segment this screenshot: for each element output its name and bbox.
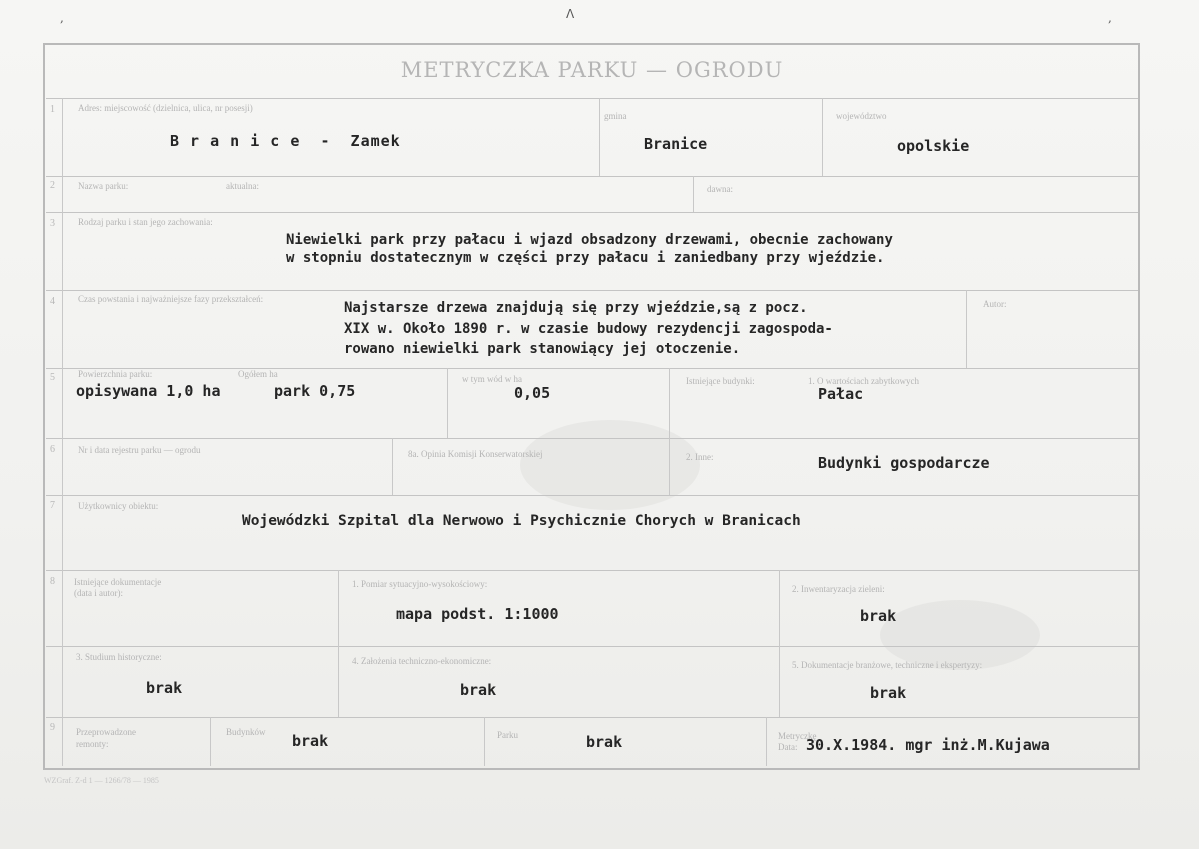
historical-study-value: brak xyxy=(146,679,183,697)
historic-buildings-value: Pałac xyxy=(818,385,864,403)
gmina-label: gmina xyxy=(604,111,627,121)
address-value: B r a n i c e - Zamek xyxy=(170,132,401,150)
historical-study-label: 3. Studium historyczne: xyxy=(76,652,162,662)
row-number: 4 xyxy=(50,296,55,307)
rule xyxy=(46,98,1138,99)
water-area-value: 0,05 xyxy=(514,384,551,402)
park-area-value: park 0,75 xyxy=(274,382,356,400)
survey-label: 1. Pomiar sytuacyjno-wysokościowy: xyxy=(352,579,488,589)
rule xyxy=(46,368,1138,369)
buildings-repairs-value: brak xyxy=(292,732,329,750)
rule xyxy=(966,290,967,368)
rule xyxy=(46,646,1138,647)
history-label: Czas powstania i najważniejsze fazy przekształceń: xyxy=(78,294,264,304)
rule xyxy=(46,495,1138,496)
documentation-label: Istniejące dokumentacje xyxy=(74,577,162,587)
park-type-line: w stopniu dostatecznym w części przy pałacu i zaniedbany przy wjeździe. xyxy=(286,250,885,266)
print-footer: WZGraf. Z-d 1 — 1266/78 — 1985 xyxy=(44,776,159,785)
current-name-label: aktualna: xyxy=(226,181,259,191)
described-area-value: opisywana 1,0 ha xyxy=(76,382,221,400)
row-number: 5 xyxy=(50,372,55,383)
rule xyxy=(484,717,485,766)
rule xyxy=(46,290,1138,291)
rule xyxy=(46,212,1138,213)
rule xyxy=(46,570,1138,571)
water-area-label: w tym wód w ha xyxy=(462,374,522,384)
existing-buildings-label: Istniejące budynki: xyxy=(686,376,755,386)
history-line: XIX w. Około 1890 r. w czasie budowy rezydencji zagospoda- xyxy=(344,321,833,337)
rule xyxy=(822,98,823,176)
rule xyxy=(46,438,1138,439)
inventory-value: brak xyxy=(860,607,897,625)
history-line: Najstarsze drzewa znajdują się przy wjeździe,są z pocz. xyxy=(344,300,808,316)
former-name-label: dawna: xyxy=(707,184,733,194)
repairs-label: Przeprowadzone xyxy=(76,727,136,737)
conservation-opinion-label: 8a. Opinia Komisji Konserwatorskiej xyxy=(408,449,543,459)
total-area-label: Ogółem ha xyxy=(238,369,278,379)
other-buildings-label: 2. Inne: xyxy=(686,452,714,462)
repairs-label: remonty: xyxy=(76,739,109,749)
rule xyxy=(779,570,780,717)
park-repairs-value: brak xyxy=(586,733,623,751)
branch-docs-label: 5. Dokumentacje branżowe, techniczne i ekspertyzy: xyxy=(792,660,983,670)
row-number: 6 xyxy=(50,444,55,455)
area-label: Powierzchnia parku: xyxy=(78,369,153,379)
rule xyxy=(693,176,694,212)
row-number: 2 xyxy=(50,180,55,191)
rule xyxy=(669,368,670,495)
tech-econ-label: 4. Założenia techniczno-ekonomiczne: xyxy=(352,656,492,666)
address-label: Adres: miejscowość (dzielnica, ulica, nr posesji) xyxy=(78,103,253,113)
history-line: rowano niewielki park stanowiący jej otoczenie. xyxy=(344,341,741,357)
date-label: Data: xyxy=(778,742,798,752)
rule xyxy=(392,438,393,495)
rule xyxy=(447,368,448,438)
survey-value: mapa podst. 1:1000 xyxy=(396,605,559,623)
tech-econ-value: brak xyxy=(460,681,497,699)
row-number: 3 xyxy=(50,218,55,229)
users-label: Użytkownicy obiektu: xyxy=(78,501,159,511)
users-value: Wojewódzki Szpital dla Nerwowo i Psychicznie Chorych w Branicach xyxy=(242,513,801,529)
punch-mark-icon: , xyxy=(1108,11,1112,25)
rule xyxy=(46,176,1138,177)
documentation-label: (data i autor): xyxy=(74,588,123,598)
punch-mark-icon: ᐱ xyxy=(566,7,575,21)
row-number: 8 xyxy=(50,576,55,587)
rule xyxy=(599,98,600,176)
park-name-label: Nazwa parku: xyxy=(78,181,129,191)
park-repairs-label: Parku xyxy=(497,730,518,740)
branch-docs-value: brak xyxy=(870,684,907,702)
rule xyxy=(338,570,339,717)
voivodeship-value: opolskie xyxy=(897,137,970,155)
historic-buildings-label: 1. O wartościach zabytkowych xyxy=(808,376,919,386)
punch-mark-icon: , xyxy=(60,11,64,25)
other-buildings-value: Budynki gospodarcze xyxy=(818,454,990,472)
buildings-repairs-label: Budynków xyxy=(226,727,266,737)
park-type-label: Rodzaj parku i stan jego zachowania: xyxy=(78,217,213,227)
rule xyxy=(210,717,211,766)
signature-value: 30.X.1984. mgr inż.M.Kujawa xyxy=(806,736,1050,754)
form-title: METRYCZKA PARKU — OGRODU xyxy=(400,58,784,82)
row-number: 1 xyxy=(50,104,55,115)
prepared-by-label: Metryczkę xyxy=(778,731,817,741)
rule xyxy=(62,98,63,766)
voivodeship-label: województwo xyxy=(836,111,887,121)
inventory-label: 2. Inwentaryzacja zieleni: xyxy=(792,584,885,594)
author-label: Autor: xyxy=(983,299,1007,309)
register-label: Nr i data rejestru parku — ogrodu xyxy=(78,445,201,455)
gmina-value: Branice xyxy=(644,135,708,153)
park-type-line: Niewielki park przy pałacu i wjazd obsadzony drzewami, obecnie zachowany xyxy=(286,232,893,248)
row-number: 9 xyxy=(50,722,55,733)
rule xyxy=(766,717,767,766)
row-number: 7 xyxy=(50,500,55,511)
